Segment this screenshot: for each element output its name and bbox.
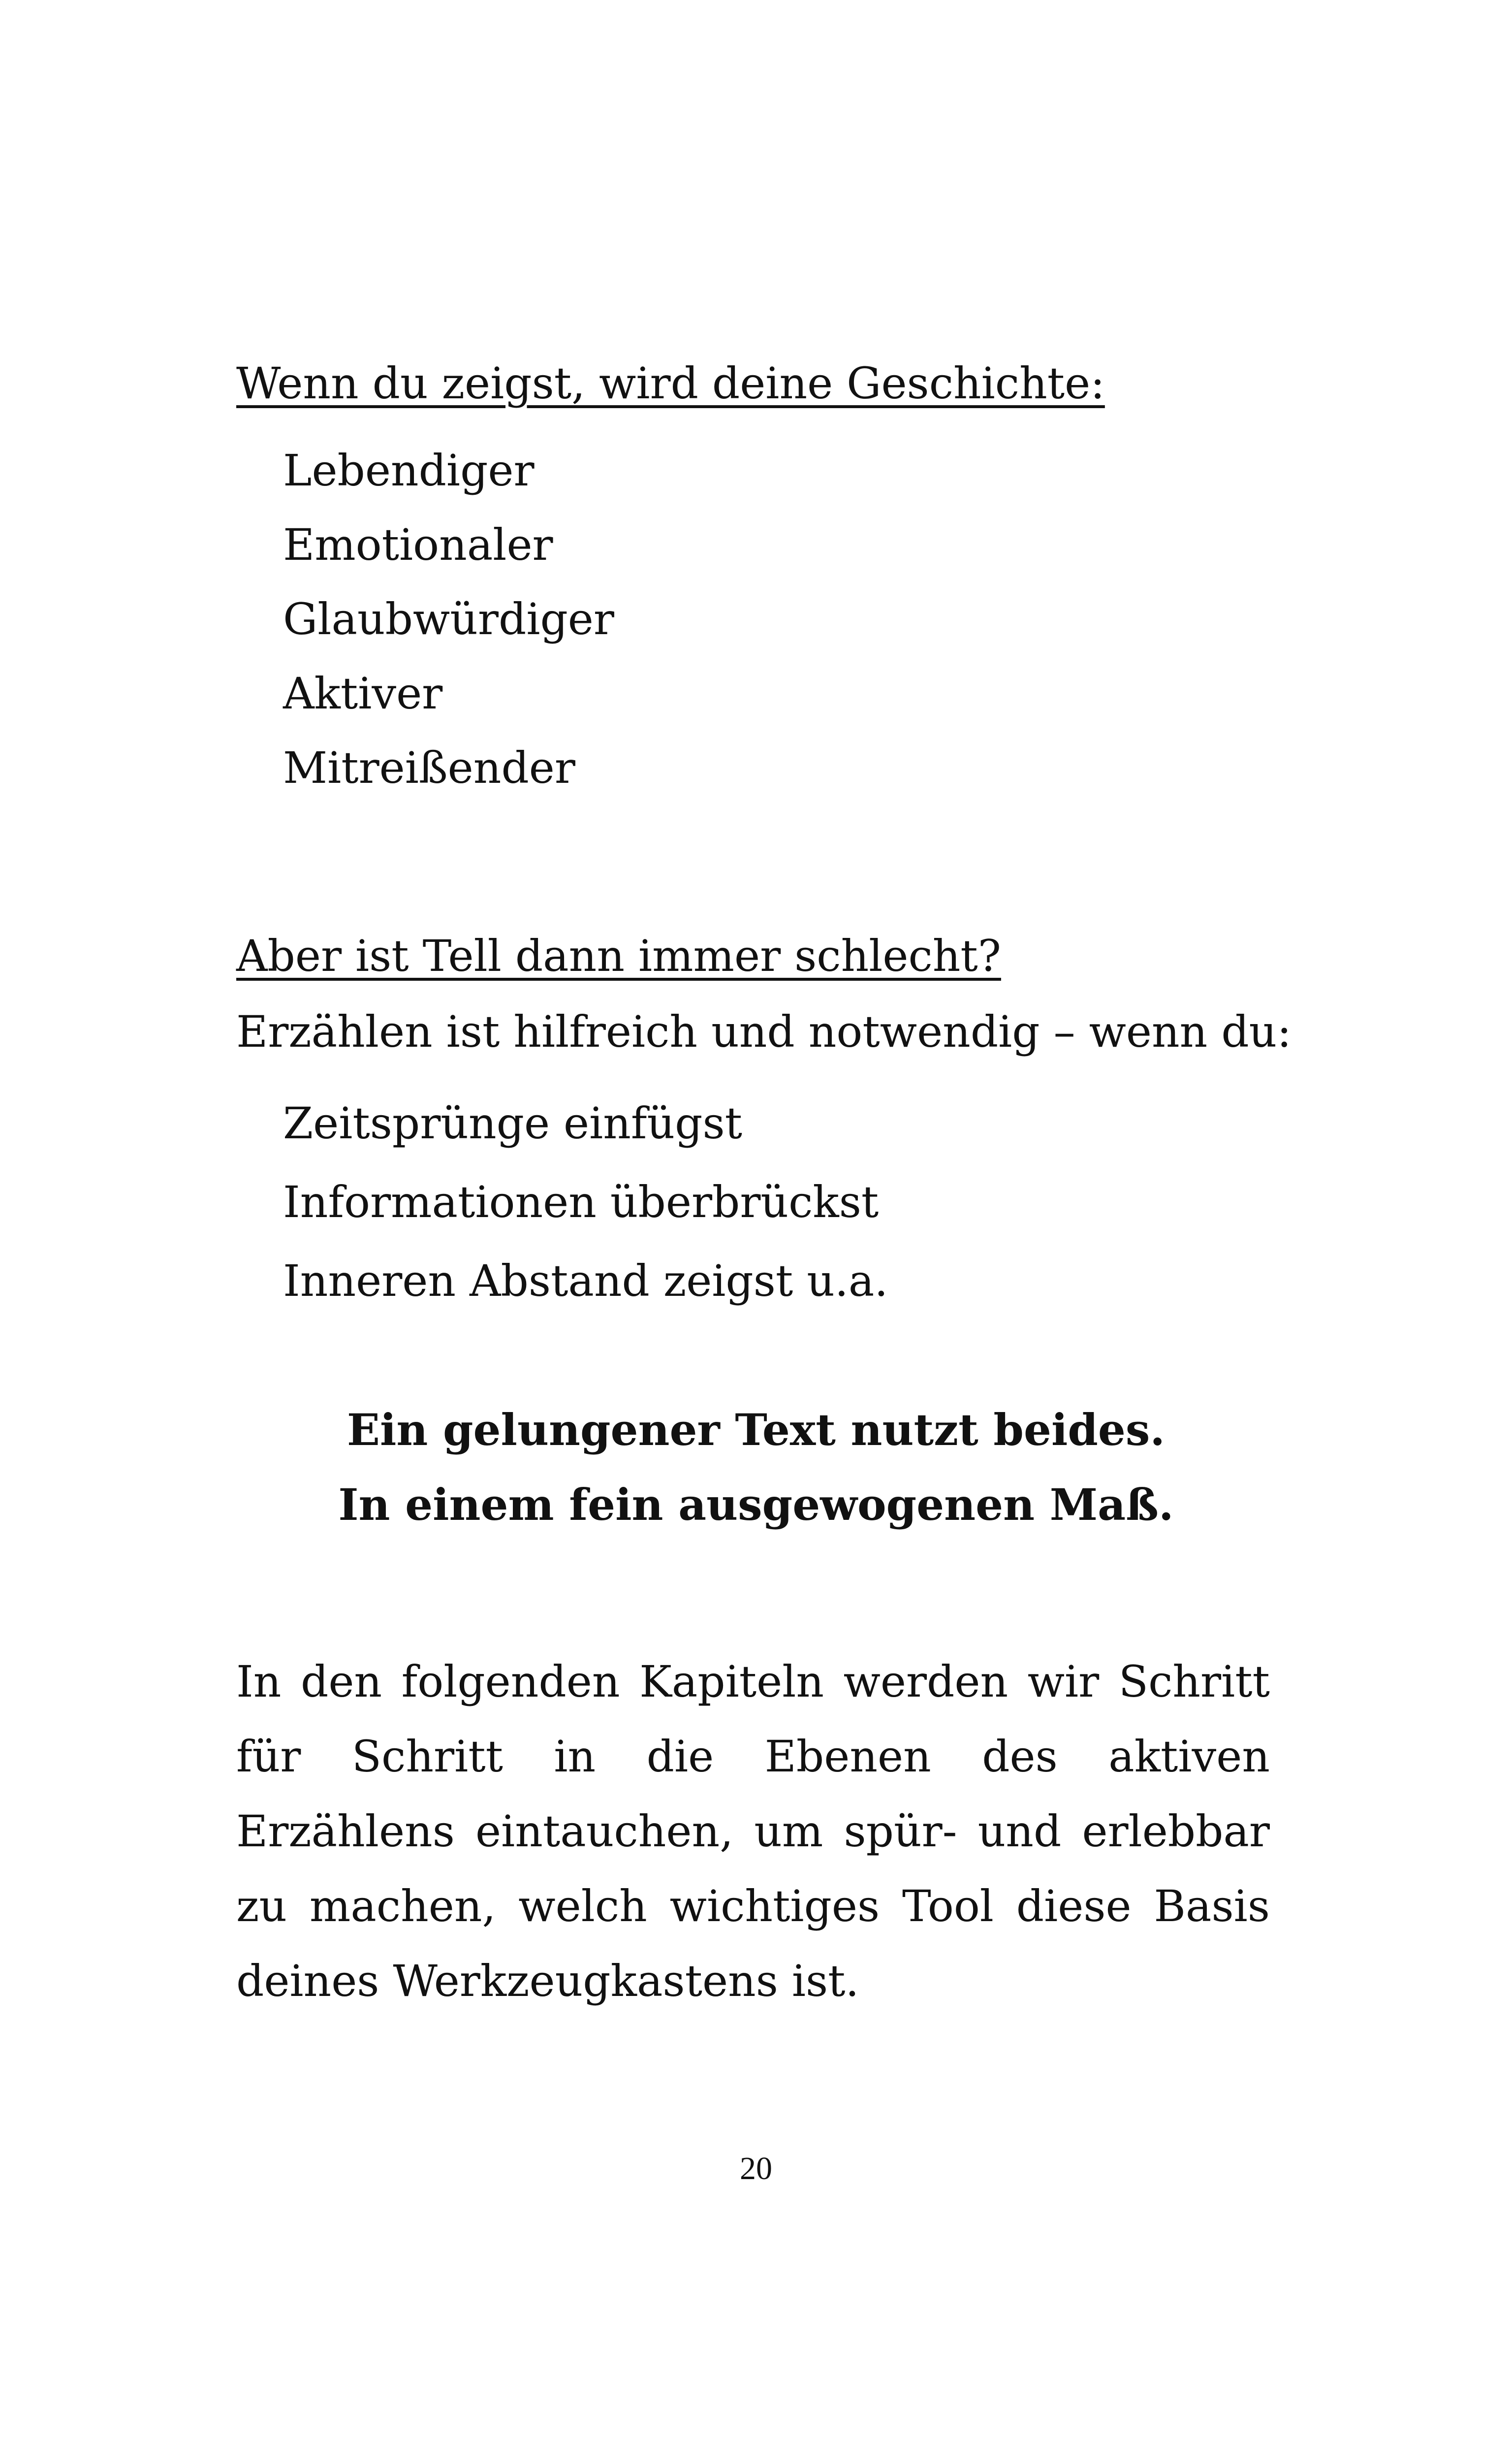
list-item: Emotionaler: [283, 519, 553, 570]
show-benefits-list: [283, 445, 614, 821]
section-heading-show: Wenn du zeigst, wird deine Geschichte:: [236, 358, 1105, 409]
tell-uses-list: [283, 1098, 888, 1338]
page-number: 20: [740, 2151, 772, 2186]
list-item: Aktiver: [283, 668, 443, 719]
emphasis-line-1: Ein gelungener Text nutzt beides.: [346, 1404, 1166, 1455]
list-item: Zeitsprünge einfügst: [283, 1098, 743, 1149]
section-heading-tell: Aber ist Tell dann immer schlecht?: [236, 931, 1001, 981]
list-item: Informationen überbrückst: [283, 1177, 879, 1227]
section-intro: Erzählen ist hilfreich und notwendig – wenn du:: [236, 1006, 1292, 1057]
emphasis-line-2: In einem fein ausgewogenen Maß.: [338, 1479, 1174, 1530]
list-item: Glaubwürdiger: [283, 594, 614, 644]
list-item: Inneren Abstand zeigst u.a.: [283, 1255, 888, 1306]
list-item: Mitreißender: [283, 742, 575, 793]
closing-paragraph: In den folgenden Kapiteln werden wir Schritt für Schritt in die Ebenen des aktiven Erzählens eintauchen, um spür- und erlebbar zu machen, welch wichtiges Tool diese Basis deines Werkzeugkastens ist.: [236, 1656, 1270, 2006]
list-item: Lebendiger: [283, 445, 535, 496]
